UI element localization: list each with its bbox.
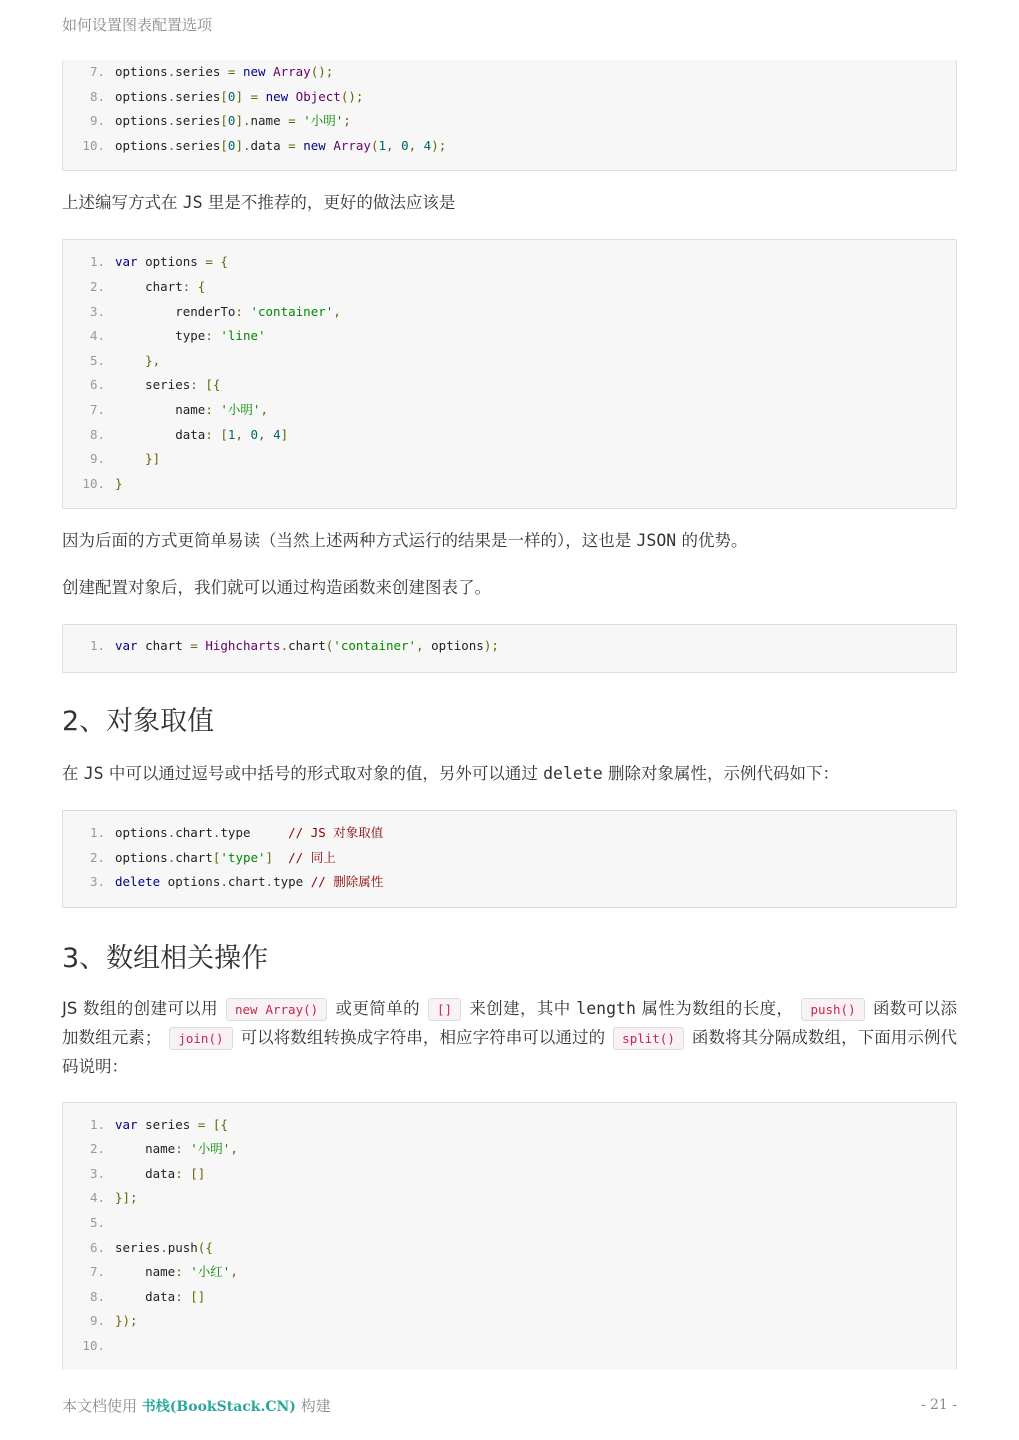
code-token: chart: [115, 278, 183, 294]
code-token: 0: [227, 137, 236, 153]
line-number: 3.: [89, 1165, 105, 1181]
code-token: type: [220, 824, 289, 840]
inline-mono-js: JS: [182, 193, 203, 213]
code-token: [273, 850, 288, 865]
code-token: 0: [227, 88, 236, 104]
code-token: push: [167, 1239, 198, 1255]
code-token: options: [115, 849, 168, 865]
code-line: [63, 1186, 956, 1211]
code-token: .: [167, 88, 176, 104]
code-token: series: [115, 377, 191, 393]
line-number: 3.: [89, 303, 105, 319]
code-token: new: [242, 64, 266, 79]
code-token: [115, 353, 145, 368]
code-token: =: [197, 1116, 206, 1132]
code-token: =: [205, 254, 213, 270]
code-token: renderTo: [115, 303, 236, 319]
code-token: .: [167, 137, 176, 153]
code-token: [: [220, 137, 228, 153]
inline-code-push: push(): [801, 998, 864, 1021]
code-token: :: [205, 426, 213, 442]
code-token: data: [115, 1165, 176, 1181]
code-token: .: [167, 849, 176, 865]
code-token: (: [370, 137, 379, 153]
code-token: ]: [280, 426, 289, 442]
line-number: 5.: [89, 352, 105, 368]
code-token: '小明': [303, 113, 344, 129]
code-token: :: [205, 328, 213, 344]
code-token: ,: [235, 426, 251, 442]
paragraph-text: 因为后面的方式更简单易读（当然上述两种方式运行的结果是一样的），这也是: [62, 531, 637, 551]
paragraph-text: JS 数组的创建可以用: [62, 998, 218, 1018]
code-token: :: [175, 1141, 183, 1157]
code-token: .: [220, 874, 228, 890]
code-line: [63, 324, 956, 349]
paragraph-text: 里是不推荐的，更好的做法应该是: [202, 193, 456, 213]
code-line: [63, 1113, 956, 1138]
footer-credit: [62, 1395, 331, 1416]
code-token: name: [250, 113, 289, 129]
code-token: :: [182, 278, 191, 294]
line-number: 1.: [89, 254, 105, 270]
code-token: Array: [273, 64, 311, 79]
code-token: []: [190, 1288, 206, 1304]
code-token: series: [115, 1239, 161, 1255]
code-block-5: [62, 1102, 957, 1370]
code-token: 1: [227, 426, 236, 442]
code-token: // 删除属性: [310, 874, 384, 890]
code-token: name: [115, 1141, 176, 1157]
code-token: var: [115, 1116, 138, 1132]
inline-mono-json: JSON: [636, 531, 677, 551]
code-token: ();: [340, 88, 364, 104]
code-line: [63, 300, 956, 325]
code-token: options: [160, 874, 221, 890]
code-token: ,: [230, 1141, 238, 1157]
code-token: .: [265, 874, 274, 890]
code-token: =: [227, 64, 236, 79]
code-token: );: [431, 137, 447, 153]
code-block-1: [62, 60, 957, 171]
code-line: [63, 846, 956, 871]
inline-mono-length: length: [576, 998, 636, 1018]
code-line: [63, 1285, 956, 1310]
inline-mono-delete: delete: [543, 763, 603, 783]
code-token: type: [273, 874, 311, 890]
paragraph-text: 上述编写方式在: [62, 193, 183, 213]
code-token: {: [197, 278, 206, 294]
code-line: [63, 275, 956, 300]
section-heading-object-values: 2、对象取值: [62, 705, 215, 737]
code-token: ,: [258, 426, 274, 442]
code-line: [63, 1137, 956, 1162]
code-token: 'type': [220, 849, 266, 865]
code-line: [63, 870, 956, 895]
code-block-2: [62, 239, 957, 509]
code-token: }];: [115, 1190, 138, 1206]
code-token: new: [265, 88, 289, 104]
code-line: [63, 447, 956, 472]
line-number: 10.: [82, 1338, 105, 1354]
code-token: ,: [416, 638, 424, 654]
code-line: [63, 821, 956, 846]
code-token: .: [167, 824, 176, 840]
line-number: 10.: [82, 137, 105, 153]
line-number: 7.: [89, 401, 105, 417]
code-token: (: [325, 638, 334, 654]
line-number: 9.: [89, 113, 105, 129]
footer-brand-link[interactable]: 书栈(BookStack.CN): [141, 1399, 296, 1415]
line-number: 5.: [89, 1215, 105, 1231]
line-number: 8.: [89, 1288, 105, 1304]
line-number: 2.: [89, 1141, 105, 1157]
line-number: 2.: [89, 278, 105, 294]
code-token: [190, 279, 198, 294]
code-token: =: [190, 638, 198, 654]
code-line: [63, 373, 956, 398]
code-token: ,: [260, 401, 268, 417]
line-number: 1.: [89, 1116, 105, 1132]
line-number: 2.: [89, 849, 105, 865]
line-number: 1.: [89, 824, 105, 840]
code-line: [63, 1211, 956, 1236]
code-token: ,: [408, 137, 424, 153]
code-token: :: [175, 1288, 183, 1304]
line-number: 8.: [89, 88, 105, 104]
code-line: [63, 1260, 956, 1285]
paragraph-text: 删除对象属性，示例代码如下：: [602, 763, 839, 783]
code-token: var: [115, 254, 138, 270]
code-token: series: [175, 113, 221, 129]
code-line: [63, 398, 956, 423]
code-token: [235, 64, 243, 79]
code-token: .: [212, 824, 221, 840]
paragraph-text: 可以将数组转换成字符串，相应字符串可以通过的: [240, 1027, 606, 1047]
code-token: series: [175, 88, 221, 104]
code-token: [{: [205, 377, 221, 393]
code-token: Array: [333, 137, 371, 153]
line-number: 6.: [89, 377, 105, 393]
line-number: 9.: [89, 1313, 105, 1329]
code-token: :: [235, 303, 243, 319]
document-content: [62, 60, 957, 1370]
code-token: name: [115, 1264, 176, 1280]
code-token: [115, 451, 145, 466]
inline-mono-js: JS: [83, 763, 104, 783]
paragraph-text: 中可以通过逗号或中括号的形式取对象的值，另外可以通过: [103, 763, 544, 783]
inline-code-brackets: []: [428, 998, 461, 1021]
code-token: series: [137, 1116, 198, 1132]
line-number: 9.: [89, 451, 105, 467]
paragraph-create-chart: 创建配置对象后，我们就可以通过构造函数来创建图表了。: [62, 578, 491, 598]
code-line: [63, 250, 956, 275]
page-header-title: 如何设置图表配置选项: [62, 16, 213, 34]
code-line: [63, 109, 956, 134]
code-token: ;: [343, 113, 351, 129]
paragraph-array-intro: [62, 995, 957, 1081]
code-token: 'container': [250, 303, 334, 319]
code-token: data: [115, 426, 206, 442]
code-token: [243, 89, 251, 104]
code-token: series: [175, 137, 221, 153]
paragraph-js-not-recommended: [62, 189, 957, 217]
code-token: ,: [230, 1264, 238, 1280]
code-line: [63, 634, 956, 659]
code-token: new: [303, 137, 326, 153]
paragraph-text: 函数可以添加数组元素；: [62, 998, 958, 1047]
code-line: [63, 85, 956, 110]
paragraph-text: 函数将其分隔成数组，下面用示例代码说明：: [62, 1027, 958, 1076]
code-token: chart: [137, 638, 191, 654]
line-number: 7.: [89, 1264, 105, 1280]
code-token: =: [288, 113, 296, 129]
section-heading-array-ops: 3、数组相关操作: [62, 942, 269, 974]
code-token: Object: [295, 88, 341, 104]
code-token: .: [167, 113, 176, 129]
code-token: :: [205, 401, 213, 417]
code-token: ]: [265, 849, 274, 865]
code-token: [: [220, 426, 228, 442]
code-token: [258, 89, 266, 104]
line-number: 1.: [89, 638, 105, 654]
code-token: options: [115, 137, 168, 153]
code-token: ({: [197, 1239, 213, 1255]
paragraph-text: 的优势。: [676, 531, 748, 551]
code-line: [63, 1334, 956, 1359]
code-token: ();: [310, 64, 334, 79]
code-line: [63, 1236, 956, 1261]
code-token: chart: [288, 638, 326, 654]
code-block-4: [62, 810, 957, 908]
code-token: options: [115, 64, 168, 79]
inline-code-join: join(): [169, 1027, 232, 1050]
code-token: name: [115, 401, 206, 417]
code-token: ].: [235, 137, 251, 153]
line-number: 6.: [89, 1239, 105, 1255]
code-token: 'container': [333, 638, 417, 654]
code-token: options: [115, 113, 168, 129]
code-token: {: [220, 254, 228, 270]
paragraph-object-access: [62, 760, 957, 788]
code-token: Highcharts: [205, 638, 281, 654]
paragraph-text: 来创建，其中: [469, 998, 577, 1018]
code-token: [288, 89, 296, 104]
code-token: series: [175, 64, 228, 79]
code-token: '小明': [190, 1141, 231, 1157]
code-token: [: [220, 88, 228, 104]
code-token: });: [115, 1313, 138, 1329]
code-token: 0: [227, 113, 236, 129]
code-token: chart: [175, 849, 213, 865]
code-token: 0: [401, 137, 409, 153]
footer-prefix: 本文档使用: [62, 1397, 142, 1415]
paragraph-text: 或更简单的: [335, 998, 420, 1018]
page-number: - 21 -: [920, 1397, 957, 1413]
code-token: chart: [227, 874, 266, 890]
code-token: }: [115, 475, 123, 491]
line-number: 4.: [89, 328, 105, 344]
code-token: :: [175, 1264, 183, 1280]
code-token: '小明': [220, 401, 261, 417]
code-token: },: [145, 352, 161, 368]
code-token: 4: [423, 137, 432, 153]
code-token: [{: [212, 1116, 228, 1132]
code-token: .: [160, 1239, 168, 1255]
line-number: 10.: [82, 475, 105, 491]
code-token: 'line': [220, 328, 266, 344]
code-line: [63, 472, 956, 497]
code-token: ].: [235, 113, 251, 129]
code-token: :: [175, 1165, 183, 1181]
code-token: options: [115, 824, 168, 840]
code-token: ,: [386, 137, 402, 153]
code-token: .: [167, 64, 176, 79]
code-token: var: [115, 638, 138, 654]
paragraph-text: 在: [62, 763, 84, 783]
code-token: =: [288, 137, 296, 153]
code-token: data: [115, 1288, 176, 1304]
code-token: []: [190, 1165, 206, 1181]
code-token: options: [115, 88, 168, 104]
paragraph-json-advantage: [62, 527, 957, 555]
code-token: 0: [250, 426, 259, 442]
code-token: ]: [235, 88, 243, 104]
code-token: .: [280, 638, 289, 654]
line-number: 8.: [89, 426, 105, 442]
code-line: [63, 423, 956, 448]
code-block-3: [62, 624, 957, 673]
code-token: options: [423, 638, 484, 654]
code-token: [: [212, 849, 221, 865]
code-token: ,: [333, 303, 341, 319]
code-line: [63, 60, 956, 85]
code-token: delete: [115, 874, 161, 890]
inline-code-split: split(): [613, 1027, 684, 1050]
code-token: =: [250, 88, 259, 104]
code-line: [63, 349, 956, 374]
code-token: );: [483, 638, 499, 654]
code-line: [63, 1309, 956, 1334]
code-token: [205, 1117, 213, 1132]
code-token: :: [190, 377, 198, 393]
line-number: 4.: [89, 1190, 105, 1206]
line-number: 7.: [89, 64, 105, 79]
code-token: // JS 对象取值: [288, 824, 384, 840]
code-token: '小红': [190, 1264, 231, 1280]
code-token: options: [137, 254, 206, 270]
footer-suffix: 构建: [295, 1397, 331, 1415]
code-token: }]: [145, 451, 161, 467]
code-token: [266, 64, 274, 79]
inline-code-new-array: new Array(): [226, 998, 327, 1021]
code-line: [63, 134, 956, 159]
code-token: chart: [175, 824, 213, 840]
code-token: // 同上: [288, 849, 336, 865]
code-token: data: [250, 137, 289, 153]
code-token: type: [115, 328, 206, 344]
line-number: 3.: [89, 874, 105, 890]
code-token: 1: [378, 137, 387, 153]
paragraph-text: 属性为数组的长度，: [635, 998, 794, 1018]
code-line: [63, 1162, 956, 1187]
code-token: [: [220, 113, 228, 129]
code-token: 4: [273, 426, 281, 442]
